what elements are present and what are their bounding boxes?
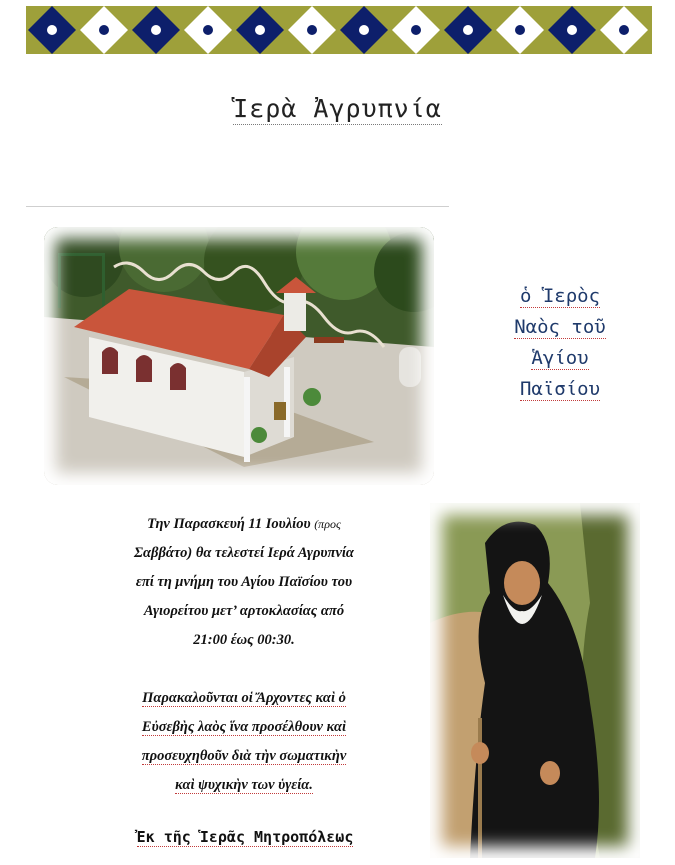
band-dot xyxy=(463,25,473,35)
decorative-border-band xyxy=(26,6,652,54)
announcement-line: Παρακαλοῦνται οἱ Ἄρχοντες καὶ ὁ xyxy=(142,690,346,706)
page-title: Ἱερὰ Ἀγρυπνία xyxy=(233,94,442,123)
band-dot xyxy=(411,25,421,35)
announcement-line: προσευχηθοῦν διὰ τὴν σωματικὴν xyxy=(141,748,347,764)
band-dot xyxy=(359,25,369,35)
announcement-line: καὶ ψυχικὴν των ὑγεία. xyxy=(175,777,313,793)
band-dot xyxy=(99,25,109,35)
band-dot xyxy=(47,25,57,35)
chapel-photo xyxy=(44,227,434,485)
announcement-line: επί τη μνήμη του Αγίου Παϊσίου του xyxy=(135,574,353,590)
band-dot xyxy=(619,25,629,35)
band-dot xyxy=(255,25,265,35)
band-dot xyxy=(307,25,317,35)
announcement-text xyxy=(84,510,404,800)
band-dot xyxy=(203,25,213,35)
announcement-line: Σαββάτο) θα τελεστεί Ιερά Αγρυπνία xyxy=(134,545,354,561)
band-dot xyxy=(567,25,577,35)
announcement-line: Εὐσεβὴς λαὸς ἵνα προσέλθουν καὶ xyxy=(141,719,347,735)
announcement-line: 21:00 έως 00:30. xyxy=(193,632,295,648)
announcement-line: Αγιορείτου μετ’ αρτοκλασίας από xyxy=(143,603,345,619)
footer-signature: Ἐκ τῆς Ἱερᾶς Μητροπόλεως xyxy=(136,828,354,846)
saint-paisios-photo xyxy=(430,503,640,858)
band-dot xyxy=(151,25,161,35)
announcement-line: Την Παρασκευή 11 Ιουλίου (προς xyxy=(147,516,341,532)
band-dot xyxy=(515,25,525,35)
horizontal-rule xyxy=(26,206,449,207)
church-name-label: ὁ Ἱερὸς Ναὸς τοῦ Ἁγίου Παϊσίου xyxy=(514,285,606,400)
